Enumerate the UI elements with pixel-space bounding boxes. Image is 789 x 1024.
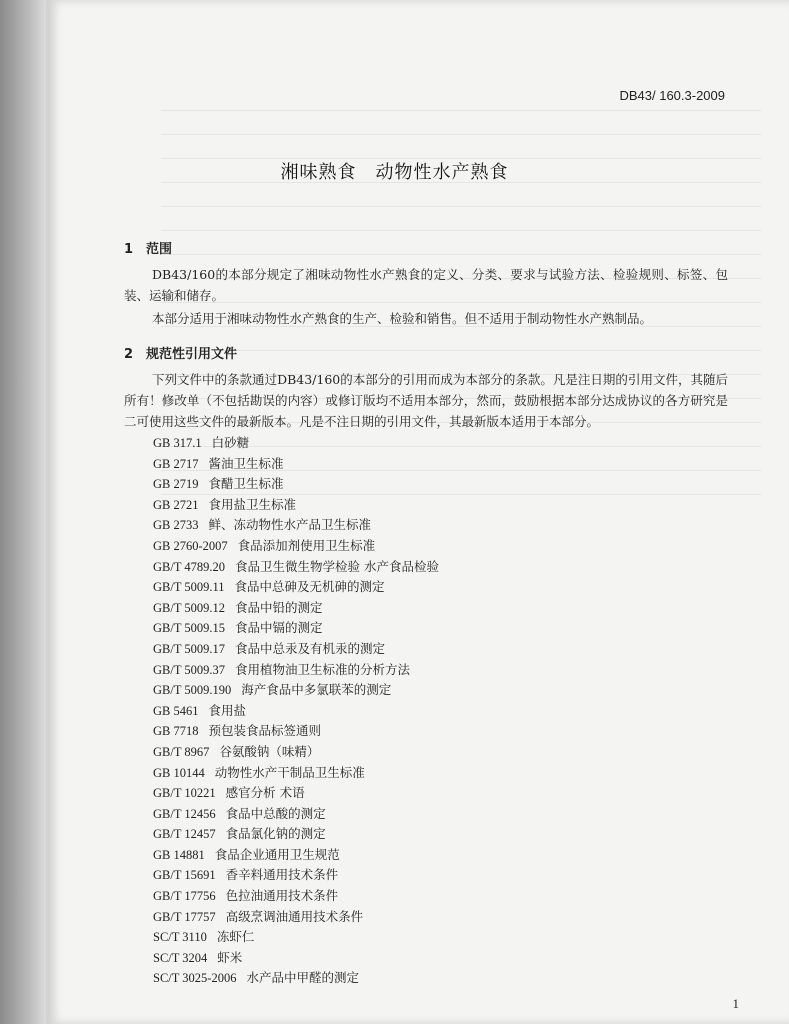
reference-item — [153, 721, 439, 742]
reference-code: GB/T 5009.37 — [153, 662, 225, 677]
reference-title: 冻虾仁 — [216, 929, 255, 945]
reference-item — [153, 865, 439, 886]
scope-paragraph-1: DB43/160的本部分规定了湘味动物性水产熟食的定义、分类、要求与试验方法、检验规则、标签、包装、运输和储存。 — [124, 267, 728, 303]
reference-title: 色拉油通用技术条件 — [225, 888, 339, 904]
reference-title: 动物性水产干制品卫生标准 — [214, 764, 365, 780]
reference-title: 食品中总汞及有机汞的测定 — [235, 640, 386, 656]
reference-code: GB 2733 — [153, 518, 199, 533]
reference-title: 食品中总砷及无机砷的测定 — [234, 579, 385, 595]
reference-title: 食醋卫生标准 — [208, 476, 284, 492]
reference-item — [153, 495, 439, 516]
reference-code: SC/T 3025-2006 — [153, 971, 237, 986]
reference-code: GB/T 17757 — [153, 909, 216, 924]
reference-title: 食用盐卫生标准 — [208, 496, 297, 512]
references-intro: 下列文件中的条款通过DB43/160的本部分的引用而成为本部分的条款。凡是注日期的引用文件，其随后所有！修改单（不包括勘误的内容）或修订版均不适用本部分，然而，鼓励根据本部分达成协议的各方研究是二可使用这些文件的最新版本。凡是不注日期的引用文件，其最新版本适用于本部分。 — [124, 372, 728, 429]
reference-code: GB/T 12456 — [153, 806, 216, 821]
reference-list — [153, 433, 439, 989]
reference-code: GB 2721 — [153, 497, 199, 512]
reference-code: GB 2760-2007 — [153, 538, 228, 553]
section-number: 1 — [124, 242, 134, 257]
reference-title: 高级烹调油通用技术条件 — [225, 908, 364, 924]
reference-code: GB 10144 — [153, 765, 205, 780]
reference-title: 谷氨酸钠（味精） — [219, 743, 320, 759]
reference-code: GB/T 8967 — [153, 744, 210, 759]
reference-item — [153, 618, 439, 639]
section-title: 范围 — [146, 242, 173, 257]
reference-item — [153, 742, 439, 763]
reference-code: GB/T 5009.17 — [153, 641, 225, 656]
reference-code: GB/T 12457 — [153, 827, 216, 842]
reference-title: 香辛料通用技术条件 — [225, 867, 339, 883]
reference-title: 预包装食品标签通则 — [208, 723, 322, 739]
reference-title: 水产品中甲醛的测定 — [246, 970, 359, 986]
reference-code: GB/T 17756 — [153, 889, 216, 904]
reference-code: GB/T 5009.190 — [153, 683, 232, 698]
reference-code: GB/T 10221 — [153, 786, 216, 801]
reference-title: 食品卫生微生物学检验 水产食品检验 — [235, 558, 439, 574]
reference-title: 海产食品中多氯联苯的测定 — [241, 682, 392, 698]
reference-title: 虾米 — [217, 949, 243, 965]
reference-title: 感官分析 术语 — [225, 785, 305, 801]
reference-item — [153, 474, 439, 495]
reference-code: GB 2717 — [153, 456, 199, 471]
page-number: 1 — [732, 996, 739, 1011]
reference-code: GB 2719 — [153, 477, 199, 492]
document-title: 湘味熟食 动物性水产熟食 — [280, 162, 509, 183]
reference-item — [153, 536, 439, 557]
reference-title: 食用植物油卫生标准的分析方法 — [235, 661, 411, 677]
reference-code: GB/T 5009.15 — [153, 621, 225, 636]
reference-code: GB/T 4789.20 — [153, 559, 225, 574]
reference-item — [153, 845, 439, 866]
reference-item — [153, 968, 439, 989]
reference-item — [153, 804, 439, 825]
reference-item — [153, 660, 439, 681]
reference-title: 食品中总酸的测定 — [225, 805, 326, 821]
reference-title: 鲜、冻动物性水产品卫生标准 — [208, 517, 372, 533]
reference-code: GB/T 15691 — [153, 868, 216, 883]
section-1-heading — [124, 238, 172, 257]
reference-code: GB 14881 — [153, 847, 205, 862]
reference-item — [153, 701, 439, 722]
reference-code: GB 7718 — [153, 724, 199, 739]
reference-item — [153, 639, 439, 660]
reference-item — [153, 515, 439, 536]
reference-item — [153, 824, 439, 845]
reference-title: 食品添加剂使用卫生标准 — [237, 537, 376, 553]
reference-code: SC/T 3204 — [153, 950, 208, 965]
reference-item — [153, 598, 439, 619]
reference-item — [153, 577, 439, 598]
reference-code: GB/T 5009.12 — [153, 600, 225, 615]
scan-binding-edge — [0, 0, 46, 1024]
scope-paragraph-2: 本部分适用于湘味动物性水产熟食的生产、检验和销售。但不适用于制动物性水产熟制品。 — [152, 311, 653, 326]
reference-item — [153, 783, 439, 804]
reference-title: 酱油卫生标准 — [208, 455, 284, 471]
reference-code: SC/T 3110 — [153, 930, 207, 945]
reference-item — [153, 763, 439, 784]
reference-item — [153, 680, 439, 701]
reference-item — [153, 886, 439, 907]
reference-title: 食品氯化钠的测定 — [225, 826, 326, 842]
reference-item — [153, 454, 439, 475]
section-2-heading — [124, 343, 237, 362]
reference-title: 食品中镉的测定 — [235, 620, 323, 636]
standard-code: DB43/ 160.3-2009 — [619, 88, 725, 103]
reference-title: 食用盐 — [208, 702, 247, 718]
reference-title: 白砂糖 — [211, 435, 250, 450]
reference-title: 食品企业通用卫生规范 — [214, 846, 340, 862]
reference-item — [153, 927, 439, 948]
reference-item — [153, 557, 439, 578]
reference-item — [153, 948, 439, 969]
section-number: 2 — [124, 347, 134, 362]
reference-code: GB 317.1 — [153, 436, 202, 450]
reference-code: GB/T 5009.11 — [153, 580, 225, 595]
reference-item — [153, 907, 439, 928]
reference-code: GB 5461 — [153, 703, 199, 718]
reference-item — [153, 433, 439, 454]
section-title: 规范性引用文件 — [146, 347, 238, 362]
reference-title: 食品中铅的测定 — [235, 599, 323, 615]
